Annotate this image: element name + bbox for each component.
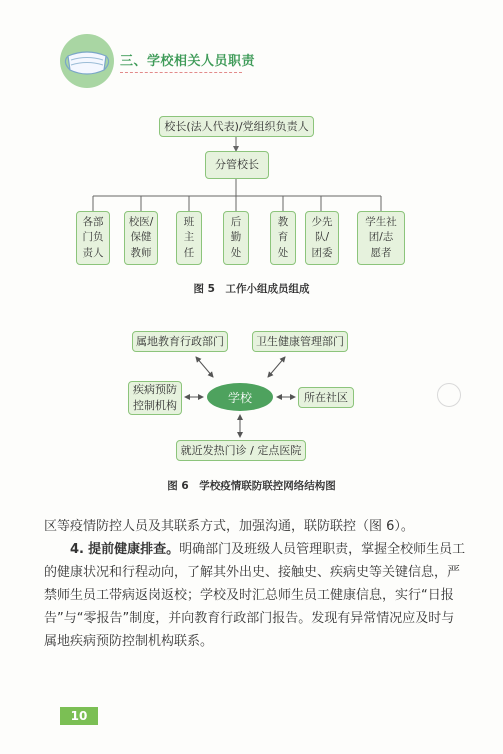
leaf-box-school-doctor: 校医/ 保健 教师 [124,211,158,265]
figure5-caption: 图 5 工作小组成员组成 [193,283,310,295]
leaf-box-youth-league: 少先 队/ 团委 [305,211,339,265]
figure6-caption: 图 6 学校疫情联防联控网络结构图 [167,480,336,492]
leaf-box-class-teacher: 班 主 任 [176,211,202,265]
node-education-authority: 属地教育行政部门 [132,331,228,352]
leaf-box-department-heads: 各部 门负 责人 [76,211,110,265]
node-fever-clinic: 就近发热门诊 / 定点医院 [176,440,306,461]
paragraph-line: 区等疫情防控人员及其联系方式，加强沟通，联防联控（图 6）。 [44,519,414,534]
item-text: 明确部门及班级人员管理职责，掌握全校师生员工的健康状况和行程动向，了解其外出史、接触史、疾病史等关键信息，严禁师生员工带病返岗返校；学校及时汇总师生员工健康信息，实行“日报告”与“零报告”制度，并向教育行政部门报告。发现有异常情况应及时与属地疾病预防控制机构联系。 [44,542,466,649]
body-text [44,515,466,653]
leaf-box-student-clubs: 学生社 团/志 愿者 [357,211,405,265]
node-community: 所在社区 [298,387,354,408]
node-cdc: 疾病预防 控制机构 [128,381,182,415]
node-health-authority: 卫生健康管理部门 [252,331,348,352]
section-title: 三、学校相关人员职责 [120,54,256,69]
page-number: 10 [60,707,98,725]
watermark-icon [437,383,461,407]
paragraph-health-screening [44,538,466,653]
leaf-box-logistics: 后 勤 处 [223,211,249,265]
item-number: 4. [70,542,84,557]
leaf-box-education-office: 教 育 处 [270,211,296,265]
item-heading: 提前健康排查。 [88,542,180,557]
node-school: 学校 [207,383,273,411]
vice-principal-box: 分管校长 [205,151,269,179]
principal-box: 校长(法人代表)/党组织负责人 [159,116,314,137]
